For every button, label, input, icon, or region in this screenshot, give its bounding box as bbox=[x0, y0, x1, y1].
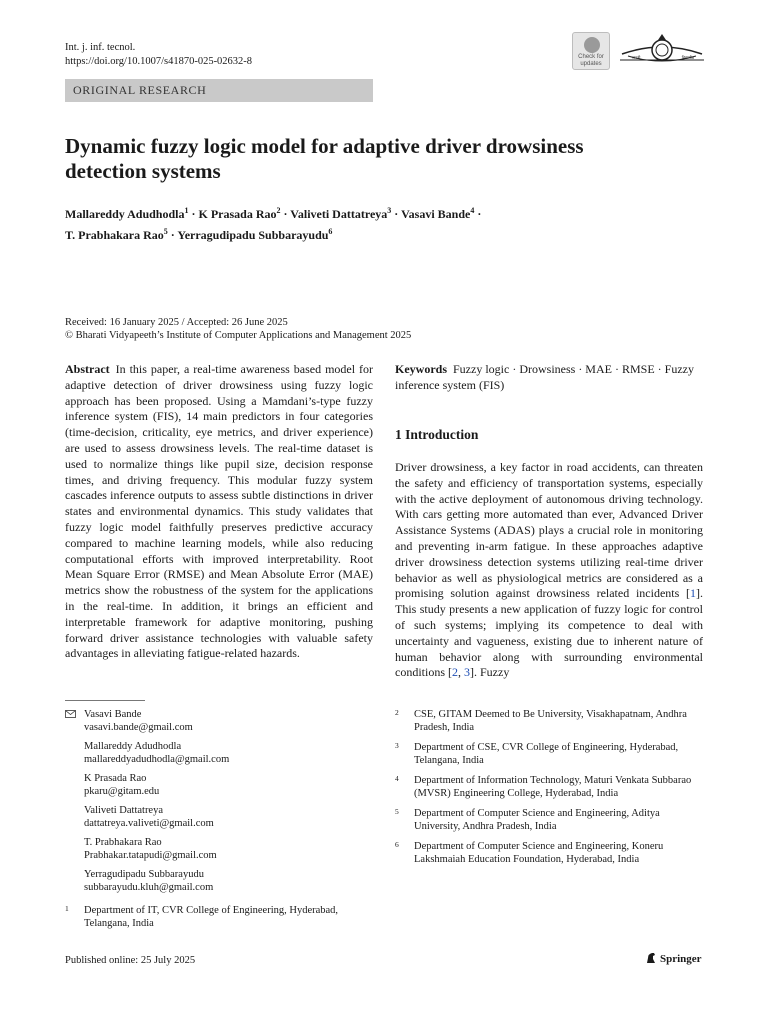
contact-email[interactable]: dattatreya.valiveti@gmail.com bbox=[84, 818, 214, 829]
contact-email[interactable]: Prabhakar.tatapudi@gmail.com bbox=[84, 850, 217, 861]
svg-text:विद्यापीठ: विद्यापीठ bbox=[681, 55, 695, 60]
contact-name: Valiveti Dattatreya bbox=[84, 805, 164, 816]
publication-dates bbox=[65, 316, 565, 342]
author-name[interactable]: T. Prabhakara Rao bbox=[65, 228, 164, 242]
affiliation-1: 1 Department of IT, CVR College of Engineering, Hyderabad, Telangana, India bbox=[65, 904, 339, 929]
received-accepted-dates: Received: 16 January 2025 / Accepted: 26 June 2025 bbox=[65, 317, 288, 328]
author-name[interactable]: Valiveti Dattatreya bbox=[290, 207, 388, 221]
springer-horse-icon bbox=[645, 952, 657, 964]
affiliation-4: 4 Department of Information Technology, Maturi Venkata Subbarao (MVSR) Engineering College, Hyderabad, India bbox=[395, 774, 692, 799]
author-contact bbox=[65, 804, 375, 830]
citation-link[interactable]: 1 bbox=[690, 586, 696, 601]
author-contact bbox=[65, 868, 375, 894]
check-badge-line1: Check for bbox=[578, 54, 604, 60]
citation-link[interactable]: 3 bbox=[464, 665, 470, 680]
author-contact bbox=[65, 740, 375, 766]
affiliation-6: 6 Department of Computer Science and Engineering, Koneru Lakshmaiah Education Foundation, Hyderabad, India bbox=[395, 840, 664, 865]
copyright-notice: © Bharati Vidyapeeth’s Institute of Computer Applications and Management 2025 bbox=[65, 330, 412, 341]
check-for-updates-badge[interactable] bbox=[572, 32, 610, 70]
published-online-date: Published online: 25 July 2025 bbox=[65, 955, 196, 966]
journal-abbreviation: Int. j. inf. tecnol. bbox=[65, 42, 136, 53]
keywords-label: Keywords bbox=[395, 362, 447, 376]
author-name[interactable]: Yerragudipadu Subbarayudu bbox=[177, 228, 329, 242]
article-title: Dynamic fuzzy logic model for adaptive driver drowsiness detection systems bbox=[65, 134, 584, 183]
abstract bbox=[65, 362, 373, 662]
footnote-divider bbox=[65, 700, 145, 701]
contact-email[interactable]: mallareddyadudhodla@gmail.com bbox=[84, 754, 230, 765]
publisher-logo bbox=[645, 952, 702, 965]
keywords bbox=[395, 362, 703, 394]
author-contact bbox=[65, 836, 375, 862]
affiliation-3: 3 Department of CSE, CVR College of Engineering, Hyderabad, Telangana, India bbox=[395, 741, 679, 766]
contact-name: T. Prabhakara Rao bbox=[84, 837, 162, 848]
section-heading-introduction: 1 Introduction bbox=[395, 427, 479, 442]
publisher-emblem-icon bbox=[618, 30, 706, 70]
abstract-label: Abstract bbox=[65, 362, 110, 376]
contact-email[interactable]: pkaru@gitam.edu bbox=[84, 786, 160, 797]
citation-link[interactable]: 2 bbox=[452, 665, 458, 680]
article-type-banner: ORIGINAL RESEARCH bbox=[65, 79, 373, 102]
affiliations-list bbox=[395, 708, 705, 873]
corresponding-author-contact bbox=[65, 708, 375, 734]
author-name[interactable]: Mallareddy Adudhodla bbox=[65, 207, 185, 221]
contact-email[interactable]: vasavi.bande@gmail.com bbox=[84, 722, 193, 733]
author-list: Mallareddy Adudhodla$^1$ · K Prasada Rao$^2$ · Valiveti Dattatreya$^3$ · Vasavi Bande$^4$ · T. Prabhakara Rao$^5$ · Yerragudipadu Subbarayudu$^6$ bbox=[65, 206, 482, 242]
introduction-body: Driver drowsiness, a key factor in road accidents, can threaten the safety and efficiency of transportation systems, especially with the active deployment of autonomous driving technology. With cars getting more automated than ever, Advanced Driver Assistance Systems (ADAS) plays a crucial role in monitoring and preventing in-arm fatigue. In these approaches adaptive driver drowsiness detection systems utilizing real-time driver behavior as well as physiological metrics are considered as a promising solution against drowsiness related incidents [1]. This study presents a new application of fuzzy logic for control of such systems; implying its competence to deal with uncertainty and vagueness, existing due to inherent nature of human behavior along with surrounding environmental conditions [2, 3]. Fuzzy bbox=[395, 460, 703, 680]
author-contacts bbox=[65, 708, 375, 937]
publisher-name: Springer bbox=[660, 953, 702, 965]
affiliation-2: 2 CSE, GITAM Deemed to Be University, Visakhapatnam, Andhra Pradesh, India bbox=[395, 708, 687, 733]
abstract-text: In this paper, a real-time awareness based model for adaptive detection of driver drowsiness using fuzzy logic approach has been proposed. Using a Mamdani’s-type fuzzy inference system (FIS), 14 main predictors in four categories (time-decision, criticality, eye metrics, and driver experience) are used to assess drowsiness levels. The real-time dataset is used to normalize things like pupil size, decision response times, and driving frequency. This modular fuzzy system cascades inference outputs to assess subtle distinctions in driver states and environmental dynamics. This study validates that fuzzy logic model faithfully preserves predictive accuracy compared to machine learning models, while also reducing computational efforts with improved interpretability. Root Mean Square Error (RMSE) and Mean Absolute Error (MAE) metrics show the robustness of the system for the applications in the real-time. In addition, it brings an efficient and interpretable framework for adaptive monitoring, pushing forward driver assistance technologies with valuable safety advantages in alleviating fatigue-related hazards. bbox=[65, 362, 373, 661]
author-name[interactable]: Vasavi Bande bbox=[401, 207, 471, 221]
check-badge-line2: updates bbox=[580, 60, 602, 67]
check-for-updates-icon bbox=[584, 37, 600, 53]
doi-link[interactable]: https://doi.org/10.1007/s41870-025-02632-8 bbox=[65, 56, 253, 67]
contact-email[interactable]: subbarayudu.kluh@gmail.com bbox=[84, 882, 214, 893]
contact-name: Mallareddy Adudhodla bbox=[84, 741, 182, 752]
author-name[interactable]: K Prasada Rao bbox=[198, 207, 277, 221]
affiliation-5: 5 Department of Computer Science and Engineering, Aditya University, Andhra Pradesh, India bbox=[395, 807, 660, 832]
contact-name: Vasavi Bande bbox=[84, 709, 142, 720]
envelope-icon bbox=[65, 710, 76, 718]
contact-name: K Prasada Rao bbox=[84, 773, 147, 784]
contact-name: Yerragudipadu Subbarayudu bbox=[84, 869, 204, 880]
keywords-text: Fuzzy logic · Drowsiness · MAE · RMSE · Fuzzy inference system (FIS) bbox=[395, 362, 694, 392]
author-contact bbox=[65, 772, 375, 798]
svg-text:भारती: भारती bbox=[631, 55, 641, 60]
